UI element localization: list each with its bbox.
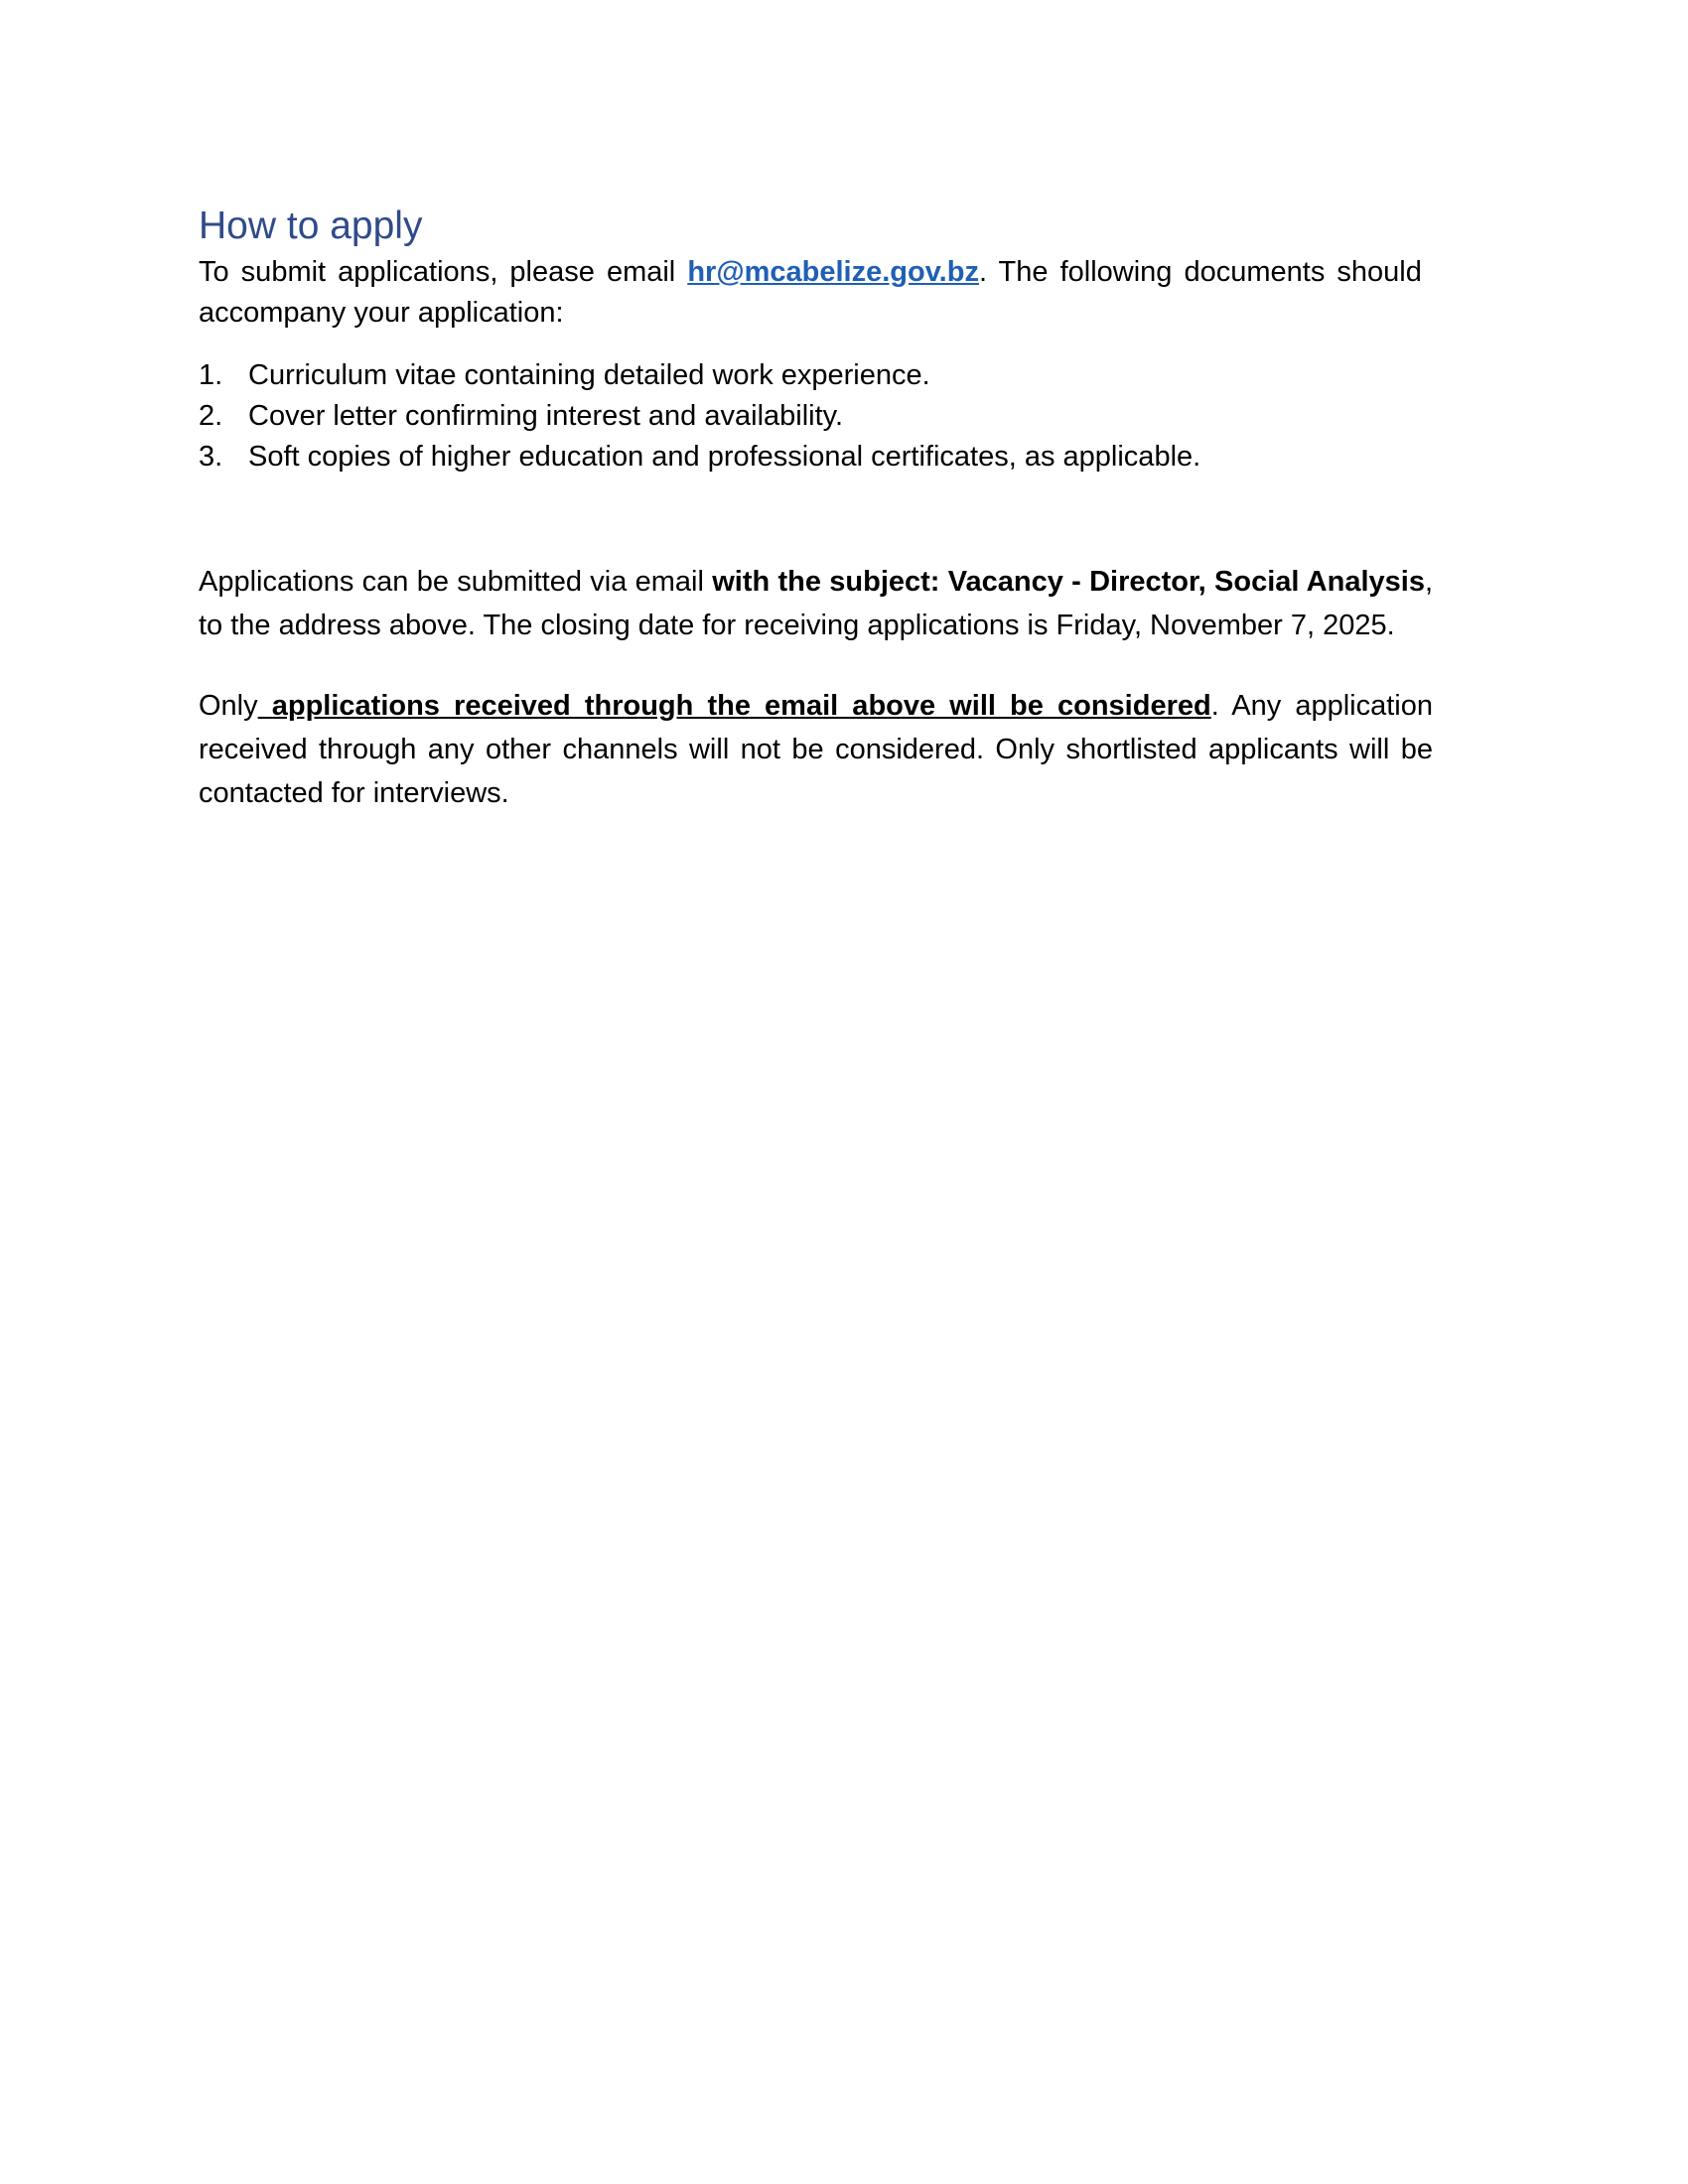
intro-line-1 [199, 252, 1470, 293]
list-item-number: 1. [199, 359, 223, 391]
list-item-text: Cover letter confirming interest and availability. [248, 400, 844, 432]
intro-text-before-email: To submit applications, please email [199, 256, 688, 288]
submission-paragraph [199, 560, 1433, 647]
notice-paragraph [199, 684, 1433, 815]
documents-list [199, 355, 1470, 478]
how-to-apply-section [199, 201, 1470, 815]
intro-paragraph [199, 252, 1470, 334]
email-link[interactable]: hr@mcabelize.gov.bz [687, 256, 979, 288]
section-heading: How to apply [199, 205, 423, 247]
submission-text-start: Applications can be submitted via email [199, 566, 713, 598]
list-item [199, 437, 1470, 478]
notice-text-start: Only [199, 690, 258, 722]
list-item-text: Soft copies of higher education and professional certificates, as applicable. [248, 441, 1201, 473]
list-item [199, 396, 1470, 437]
notice-text-end: . Any application received through any other channels will not be considered. Only shortlisted applicants will be contacted for interviews. [199, 690, 1434, 809]
list-item-text: Curriculum vitae containing detailed work experience. [248, 359, 930, 391]
submission-subject-bold: with the subject: Vacancy - Director, Social Analysis [712, 566, 1425, 598]
submission-text-end: , to the address above. The closing date for receiving applications is Friday, November 7, 2025. [199, 566, 1434, 641]
list-item [199, 355, 1470, 396]
notice-emphasis: applications received through the email above will be considered [257, 690, 1211, 722]
intro-text-after-email: . The following documents should [978, 256, 1422, 288]
list-item-number: 2. [199, 400, 223, 432]
intro-line-2: accompany your application: [199, 297, 564, 329]
list-item-number: 3. [199, 441, 223, 473]
